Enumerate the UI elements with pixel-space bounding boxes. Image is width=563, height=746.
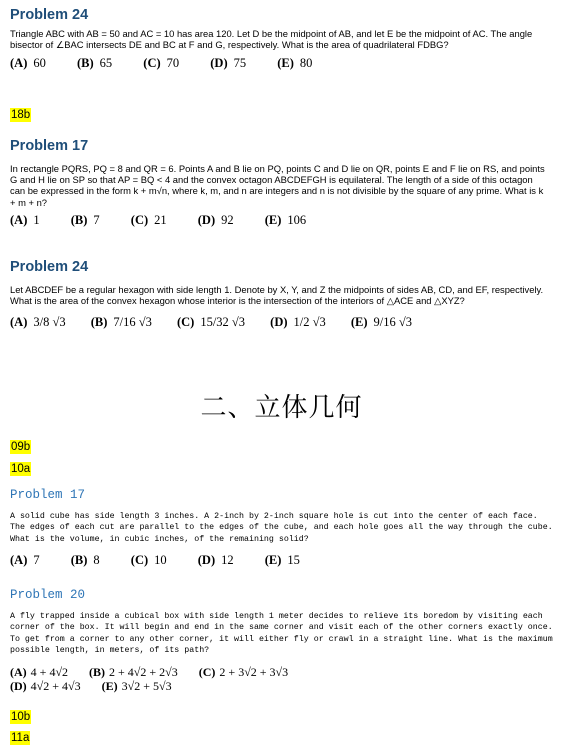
answer-choices <box>10 55 555 71</box>
problem-title: Problem 24 <box>10 7 89 23</box>
problem-block-5 <box>10 587 555 693</box>
choice-b: (B) 8 <box>70 553 100 568</box>
choice-a: (A) 3/8 √3 <box>10 315 66 330</box>
choice-c: (C) 70 <box>143 56 180 71</box>
problem-text: A fly trapped inside a cubical box with side length 1 meter decides to relieve its boredom by visiting each corner of the box. It will begin and end in the same corner and visit each of the other corners exactly once. To get from a corner to any other corner, it will either fly or crawl in a straight line. What is the maximum possible length, in meters, of its path? <box>10 612 553 656</box>
choice-e: (E) 3√2 + 5√3 <box>101 678 172 693</box>
problem-text: In rectangle PQRS, PQ = 8 and QR = 6. Points A and B lie on PQ, points C and D lie on QR, points E and F lie on RS, and points G and H lie on SP so that AP = BQ < 4 and the convex octagon ABCDEFGH is equilateral. The length of a side of this octagon can be expressed in the form k + m√n, where k, m, and n are integers and n is not divisible by the square of any prime. What is k + m + n? <box>10 163 545 208</box>
answer-choices <box>10 212 555 228</box>
problem-text: Let ABCDEF be a regular hexagon with side length 1. Denote by X, Y, and Z the midpoints of sides AB, CD, and EF, respectively. What is the area of the convex hexagon whose interior is the intersection of the interiors of △ACE and △XYZ? <box>10 284 544 307</box>
answer-choices <box>10 314 555 330</box>
choice-b: (B) 7 <box>70 212 100 227</box>
problem-text: Triangle ABC with AB = 50 and AC = 10 has area 120. Let D be the midpoint of AB, and let E be the midpoint of AC. The angle bisector of ∠BAC intersects DE and BC at F and G, respectively. What is the area of quadrilateral FDBG? <box>10 28 533 51</box>
choice-b: (B) 7/16 √3 <box>90 315 152 330</box>
choice-b: (B) 65 <box>76 56 113 71</box>
choice-e: (E) 80 <box>277 56 313 71</box>
choice-d: (D) 12 <box>197 553 234 568</box>
choice-c: (C) 2 + 3√2 + 3√3 <box>198 664 289 679</box>
choice-d: (D) 75 <box>210 56 247 71</box>
choice-a: (A) 60 <box>10 56 46 71</box>
year-tag: 10a <box>11 463 31 475</box>
choice-d: (D) 1/2 √3 <box>270 315 326 330</box>
problem-block-2 <box>10 137 555 228</box>
year-tag: 09b <box>11 441 31 453</box>
choice-d: (D) 4√2 + 4√3 <box>10 678 81 693</box>
choice-e: (E) 9/16 √3 <box>350 315 413 330</box>
problem-title: Problem 24 <box>10 259 89 275</box>
problem-block-4 <box>10 487 555 568</box>
choice-c: (C) 21 <box>130 212 167 227</box>
problem-text: A solid cube has side length 3 inches. A 2-inch by 2-inch square hole is cut into the center of each face. The edges of each cut are parallel to the edges of the cube, and each hole goes all the way through the cube. What is the volume, in cubic inches, of the remaining solid? <box>10 512 553 544</box>
choice-e: (E) 15 <box>264 553 300 568</box>
choice-e: (E) 106 <box>264 212 307 227</box>
choice-b: (B) 2 + 4√2 + 2√3 <box>89 664 178 679</box>
section-heading: 二、立体几何 <box>200 393 363 423</box>
year-tag: 10b <box>11 711 31 723</box>
problem-block-1 <box>10 6 555 71</box>
choice-a: (A) 4 + 4√2 <box>10 664 69 679</box>
choice-c: (C) 10 <box>130 553 167 568</box>
choice-a: (A) 7 <box>10 553 40 568</box>
problem-title: Problem 17 <box>10 138 89 154</box>
year-tag: 18b <box>11 109 31 121</box>
year-tag: 11a <box>11 732 30 744</box>
answer-choices <box>10 552 555 568</box>
problem-title: Problem 17 <box>10 488 86 502</box>
problem-title: Problem 20 <box>10 588 86 602</box>
choice-a: (A) 1 <box>10 212 40 227</box>
answer-choices-row-2 <box>10 679 555 693</box>
problem-block-3 <box>10 258 555 330</box>
choice-d: (D) 92 <box>197 212 234 227</box>
answer-choices-row-1 <box>10 665 555 679</box>
choice-c: (C) 15/32 √3 <box>176 315 246 330</box>
